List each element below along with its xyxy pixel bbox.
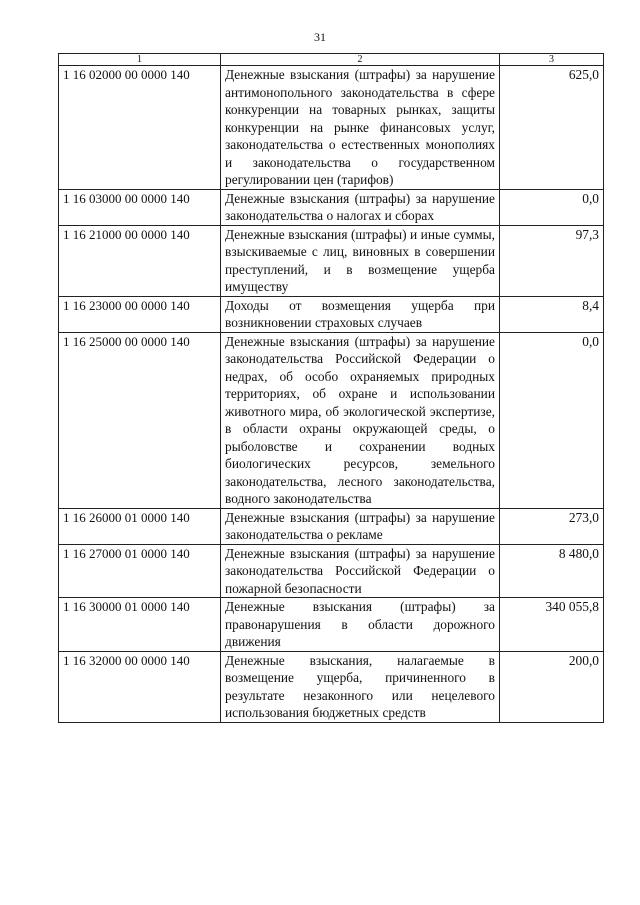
row-name: Денежные взыскания (штрафы) за нарушение законодательства Российской Федерации о недрах, об особо охраняемых природных территориях, об охране и использовании животного мира, об экологической экспертизе, в области охраны окружающей среды, о рыболовстве и сохранении водных биологических ресурсов, земельного законодательства, лесного законодательства, водного законодательства — [221, 332, 500, 508]
table-row — [59, 544, 604, 598]
row-name: Денежные взыскания (штрафы) за нарушение антимонопольного законодательства в сфере конкуренции на товарных рынках, защиты конкуренции на рынке финансовых услуг, законодательства о естественных монополиях и законодательства о государственном регулировании цен (тарифов) — [221, 66, 500, 190]
row-name: Денежные взыскания (штрафы) за нарушение законодательства о рекламе — [221, 508, 500, 544]
row-amount: 273,0 — [500, 508, 604, 544]
row-code: 1 16 26000 01 0000 140 — [59, 508, 221, 544]
row-name: Денежные взыскания (штрафы) и иные суммы, взыскиваемые с лиц, виновных в совершении преступлений, и в возмещение ущерба имуществу — [221, 225, 500, 296]
table-row — [59, 296, 604, 332]
row-name: Денежные взыскания, налагаемые в возмещение ущерба, причиненного в результате незаконного или нецелевого использования бюджетных средств — [221, 651, 500, 722]
row-code: 1 16 23000 00 0000 140 — [59, 296, 221, 332]
row-code: 1 16 02000 00 0000 140 — [59, 66, 221, 190]
row-amount: 0,0 — [500, 189, 604, 225]
row-name: Денежные взыскания (штрафы) за нарушение законодательства о налогах и сборах — [221, 189, 500, 225]
table-row — [59, 508, 604, 544]
column-header-name: 2 — [221, 54, 500, 66]
row-name: Доходы от возмещения ущерба при возникновении страховых случаев — [221, 296, 500, 332]
table-row — [59, 651, 604, 722]
row-code: 1 16 25000 00 0000 140 — [59, 332, 221, 508]
table-row — [59, 66, 604, 190]
table-header-row — [59, 54, 604, 66]
row-amount: 0,0 — [500, 332, 604, 508]
table-row — [59, 225, 604, 296]
revenue-table — [58, 53, 604, 723]
row-name: Денежные взыскания (штрафы) за нарушение законодательства Российской Федерации о пожарной безопасности — [221, 544, 500, 598]
page-number: 31 — [314, 30, 326, 44]
row-code: 1 16 30000 01 0000 140 — [59, 598, 221, 652]
row-amount: 8,4 — [500, 296, 604, 332]
column-header-amount: 3 — [500, 54, 604, 66]
row-code: 1 16 32000 00 0000 140 — [59, 651, 221, 722]
table-row — [59, 332, 604, 508]
table-row — [59, 598, 604, 652]
row-amount: 340 055,8 — [500, 598, 604, 652]
row-name: Денежные взыскания (штрафы) за правонарушения в области дорожного движения — [221, 598, 500, 652]
table-row — [59, 189, 604, 225]
row-code: 1 16 21000 00 0000 140 — [59, 225, 221, 296]
row-code: 1 16 27000 01 0000 140 — [59, 544, 221, 598]
row-amount: 625,0 — [500, 66, 604, 190]
row-amount: 200,0 — [500, 651, 604, 722]
column-header-code: 1 — [59, 54, 221, 66]
row-code: 1 16 03000 00 0000 140 — [59, 189, 221, 225]
row-amount: 97,3 — [500, 225, 604, 296]
row-amount: 8 480,0 — [500, 544, 604, 598]
